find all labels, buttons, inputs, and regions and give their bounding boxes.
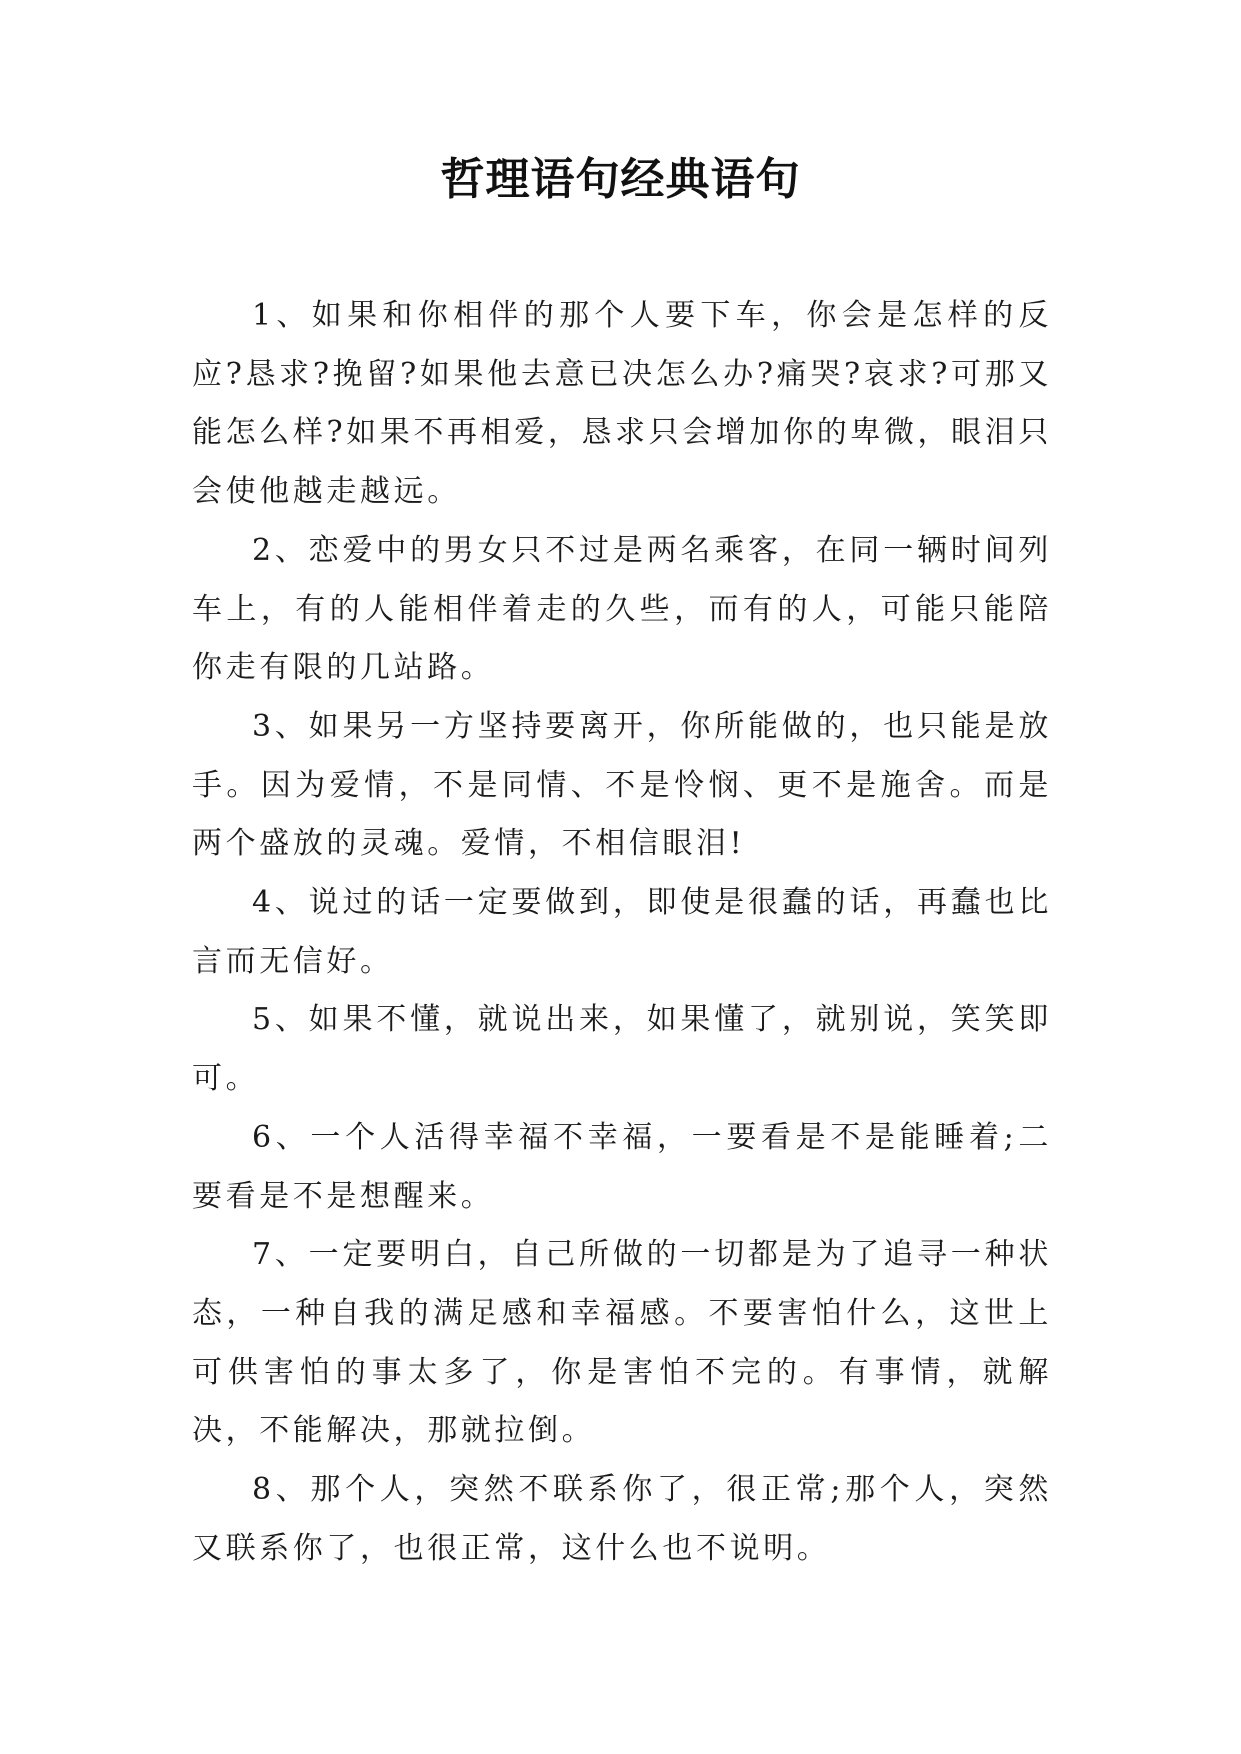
paragraph-3: 3、如果另一方坚持要离开，你所能做的，也只能是放手。因为爱情，不是同情、不是怜悯、更不是施舍。而是两个盛放的灵魂。爱情，不相信眼泪!: [192, 708, 1052, 862]
paragraph-8: 8、那个人，突然不联系你了，很正常;那个人，突然又联系你了，也很正常，这什么也不说明。: [192, 1472, 1052, 1566]
paragraph-7: 7、一定要明白，自己所做的一切都是为了追寻一种状态，一种自我的满足感和幸福感。不要害怕什么，这世上可供害怕的事太多了，你是害怕不完的。有事情，就解决，不能解决，那就拉倒。: [192, 1237, 1052, 1449]
paragraph-6: 6、一个人活得幸福不幸福，一要看是不是能睡着;二要看是不是想醒来。: [192, 1119, 1052, 1214]
document-body: [192, 287, 1052, 1578]
paragraph-2: 2、恋爱中的男女只不过是两名乘客，在同一辆时间列车上，有的人能相伴着走的久些，而有的人，可能只能陪你走有限的几站路。: [192, 532, 1052, 686]
paragraph-1: 1、如果和你相伴的那个人要下车，你会是怎样的反应?恳求?挽留?如果他去意已决怎么办?痛哭?哀求?可那又能怎么样?如果不再相爱，恳求只会增加你的卑微，眼泪只会使他越走越远。: [192, 298, 1052, 510]
page-title: 哲理语句经典语句: [440, 154, 801, 205]
paragraph-4: 4、说过的话一定要做到，即使是很蠢的话，再蠢也比言而无信好。: [192, 885, 1052, 979]
paragraph-5: 5、如果不懂，就说出来，如果懂了，就别说，笑笑即可。: [192, 1002, 1052, 1097]
